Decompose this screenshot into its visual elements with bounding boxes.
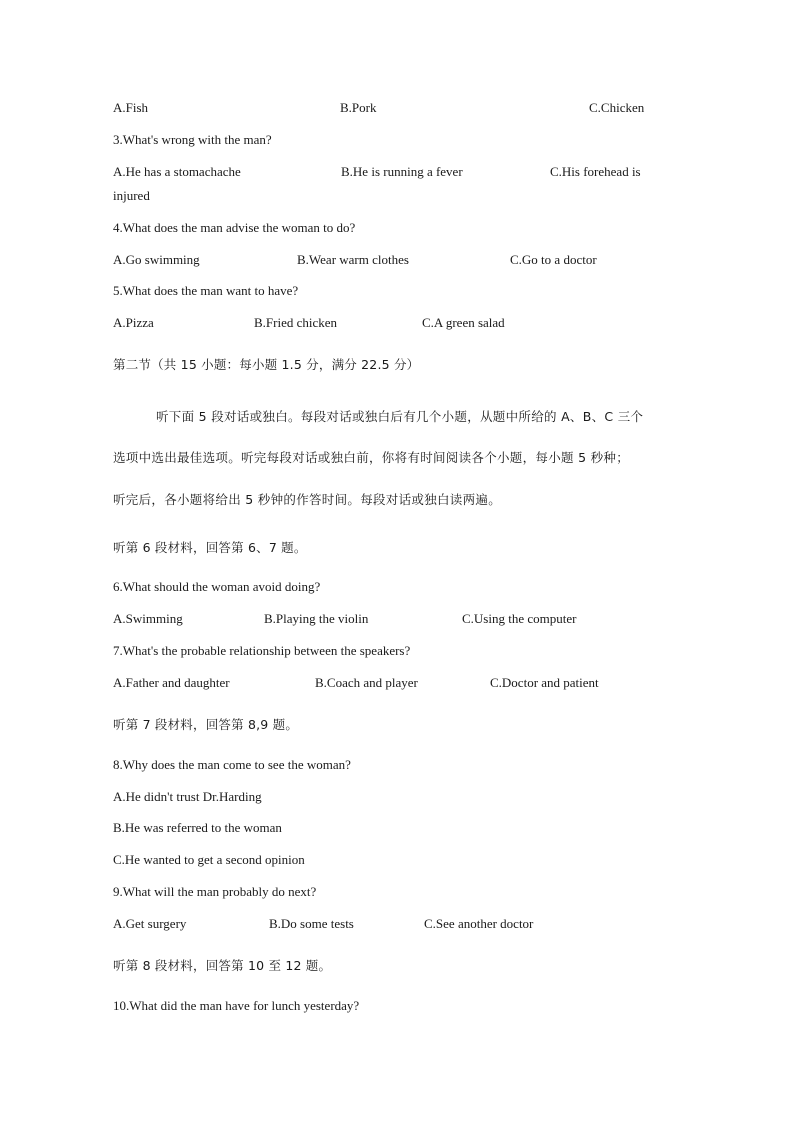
- q6-option-c: C.Using the computer: [462, 611, 577, 626]
- q8-option-a: A.He didn't trust Dr.Harding: [113, 789, 262, 804]
- q3-option-c-wrap: injured: [113, 188, 150, 203]
- q9-option-a: A.Get surgery: [113, 916, 187, 931]
- q5-option-c: C.A green salad: [422, 315, 505, 330]
- q5-option-a: A.Pizza: [113, 315, 154, 330]
- q7-option-b: B.Coach and player: [315, 675, 418, 690]
- q3-option-a: A.He has a stomachache: [113, 164, 241, 179]
- q4-option-a: A.Go swimming: [113, 252, 200, 267]
- material7-heading: 听第 7 段材料，回答第 8,9 题。: [113, 717, 299, 732]
- q8-option-c: C.He wanted to get a second opinion: [113, 852, 305, 867]
- q8-question: 8.Why does the man come to see the woman?: [113, 757, 351, 772]
- section2-instruction-line-2: 选项中选出最佳选项。听完每段对话或独白前，你将有时间阅读各个小题，每小题 5 秒种；: [113, 450, 630, 465]
- q5-question: 5.What does the man want to have?: [113, 283, 299, 298]
- q7-question: 7.What's the probable relationship between the speakers?: [113, 643, 411, 658]
- q9-option-b: B.Do some tests: [269, 916, 354, 931]
- q3-option-b: B.He is running a fever: [341, 164, 463, 179]
- q7-option-c: C.Doctor and patient: [490, 675, 599, 690]
- q4-option-b: B.Wear warm clothes: [297, 252, 409, 267]
- material8-heading: 听第 8 段材料，回答第 10 至 12 题。: [113, 958, 332, 973]
- section2-instruction-line-1: 听下面 5 段对话或独白。每段对话或独白后有几个小题，从题中所给的 A、B、C 三个: [156, 409, 644, 424]
- q6-option-a: A.Swimming: [113, 611, 183, 626]
- q2-option-a: A.Fish: [113, 100, 149, 115]
- q3-question: 3.What's wrong with the man?: [113, 132, 272, 147]
- q8-option-b: B.He was referred to the woman: [113, 820, 282, 835]
- q9-option-c: C.See another doctor: [424, 916, 534, 931]
- q5-option-b: B.Fried chicken: [254, 315, 338, 330]
- q4-option-c: C.Go to a doctor: [510, 252, 597, 267]
- q9-question: 9.What will the man probably do next?: [113, 884, 317, 899]
- section2-instruction-line-3: 听完后，各小题将给出 5 秒钟的作答时间。每段对话或独白读两遍。: [113, 492, 502, 507]
- q7-option-a: A.Father and daughter: [113, 675, 230, 690]
- q2-option-b: B.Pork: [340, 100, 377, 115]
- q10-question: 10.What did the man have for lunch yesterday?: [113, 998, 360, 1013]
- q2-option-c: C.Chicken: [589, 100, 645, 115]
- section2-heading: 第二节（共 15 小题：每小题 1.5 分，满分 22.5 分）: [113, 357, 420, 372]
- q3-option-c: C.His forehead is: [550, 164, 641, 179]
- q6-option-b: B.Playing the violin: [264, 611, 369, 626]
- material6-heading: 听第 6 段材料，回答第 6、7 题。: [113, 540, 307, 555]
- q6-question: 6.What should the woman avoid doing?: [113, 579, 321, 594]
- q4-question: 4.What does the man advise the woman to do?: [113, 220, 356, 235]
